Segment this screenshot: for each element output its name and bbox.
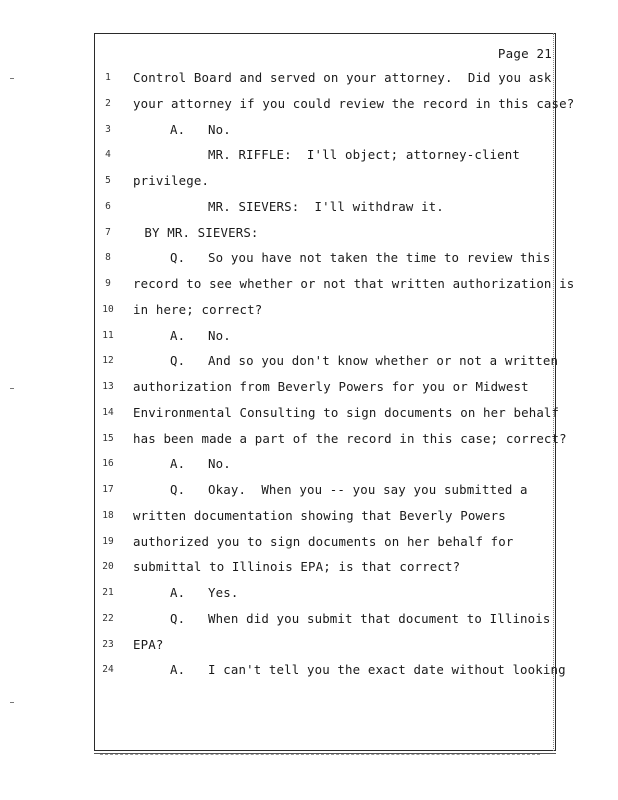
line-number: 11 (102, 329, 114, 341)
line-number: 18 (102, 509, 114, 521)
line-number: 5 (105, 175, 111, 186)
line-number: 12 (102, 355, 114, 367)
transcript-line: A. No. (170, 327, 231, 343)
line-number: 1 (105, 72, 111, 83)
line-number: 20 (102, 561, 114, 573)
line-number: 13 (102, 381, 114, 392)
binding-hole-mark (10, 78, 14, 79)
line-number: 17 (102, 484, 114, 495)
transcript-line: your attorney if you could review the record in this case? (133, 95, 575, 111)
footer-scan-noise (100, 754, 540, 757)
transcript-line: A. No. (170, 456, 231, 472)
transcript-line: BY MR. SIEVERS: (144, 224, 259, 240)
transcript-line: Q. And so you don't know whether or not a written (170, 353, 559, 369)
line-number: 23 (102, 638, 114, 650)
line-number: 7 (105, 226, 111, 238)
line-number: 14 (102, 406, 114, 418)
transcript-line: submittal to Illinois EPA; is that correct? (133, 559, 461, 575)
transcript-line: has been made a part of the record in this case; correct? (133, 430, 567, 446)
line-number: 22 (102, 612, 114, 624)
transcript-line: MR. SIEVERS: I'll withdraw it. (208, 198, 444, 214)
right-margin-rule (553, 33, 554, 751)
line-number: 4 (105, 149, 111, 161)
binding-hole-mark (10, 388, 14, 389)
transcript-line: A. Yes. (170, 585, 239, 600)
transcript-line: record to see whether or not that written authorization is (133, 276, 575, 291)
page-number-header: Page 21 (497, 46, 552, 61)
line-number: 21 (102, 587, 114, 598)
line-number: 2 (105, 97, 111, 109)
transcript-line: authorized you to sign documents on her behalf for (133, 533, 514, 549)
transcript-line: in here; correct? (133, 301, 263, 317)
line-number: 10 (102, 303, 114, 315)
line-number: 3 (105, 123, 111, 135)
line-number: 9 (105, 278, 111, 289)
transcript-line: Control Board and served on your attorney. Did you ask (133, 70, 552, 85)
binding-hole-mark (10, 702, 14, 703)
transcript-line: EPA? (133, 636, 164, 652)
line-number: 15 (102, 432, 114, 444)
transcript-line: Q. When did you submit that document to Illinois (170, 610, 551, 626)
line-number: 19 (102, 535, 114, 547)
transcript-line: MR. RIFFLE: I'll object; attorney-client (208, 147, 521, 163)
transcript-line: privilege. (133, 173, 210, 188)
transcript-line: Environmental Consulting to sign documents on her behalf (133, 404, 560, 420)
transcript-line: A. No. (170, 121, 231, 137)
transcript-line: Q. So you have not taken the time to review this (170, 250, 551, 266)
transcript-line: authorization from Beverly Powers for you or Midwest (133, 379, 529, 394)
transcript-line: Q. Okay. When you -- you say you submitted a (170, 482, 528, 497)
transcript-line: written documentation showing that Beverly Powers (133, 507, 506, 523)
transcript-line: A. I can't tell you the exact date without looking (170, 662, 566, 678)
line-number: 16 (102, 458, 114, 470)
line-number: 24 (102, 664, 114, 676)
line-number: 6 (105, 200, 111, 212)
line-number: 8 (105, 252, 111, 264)
